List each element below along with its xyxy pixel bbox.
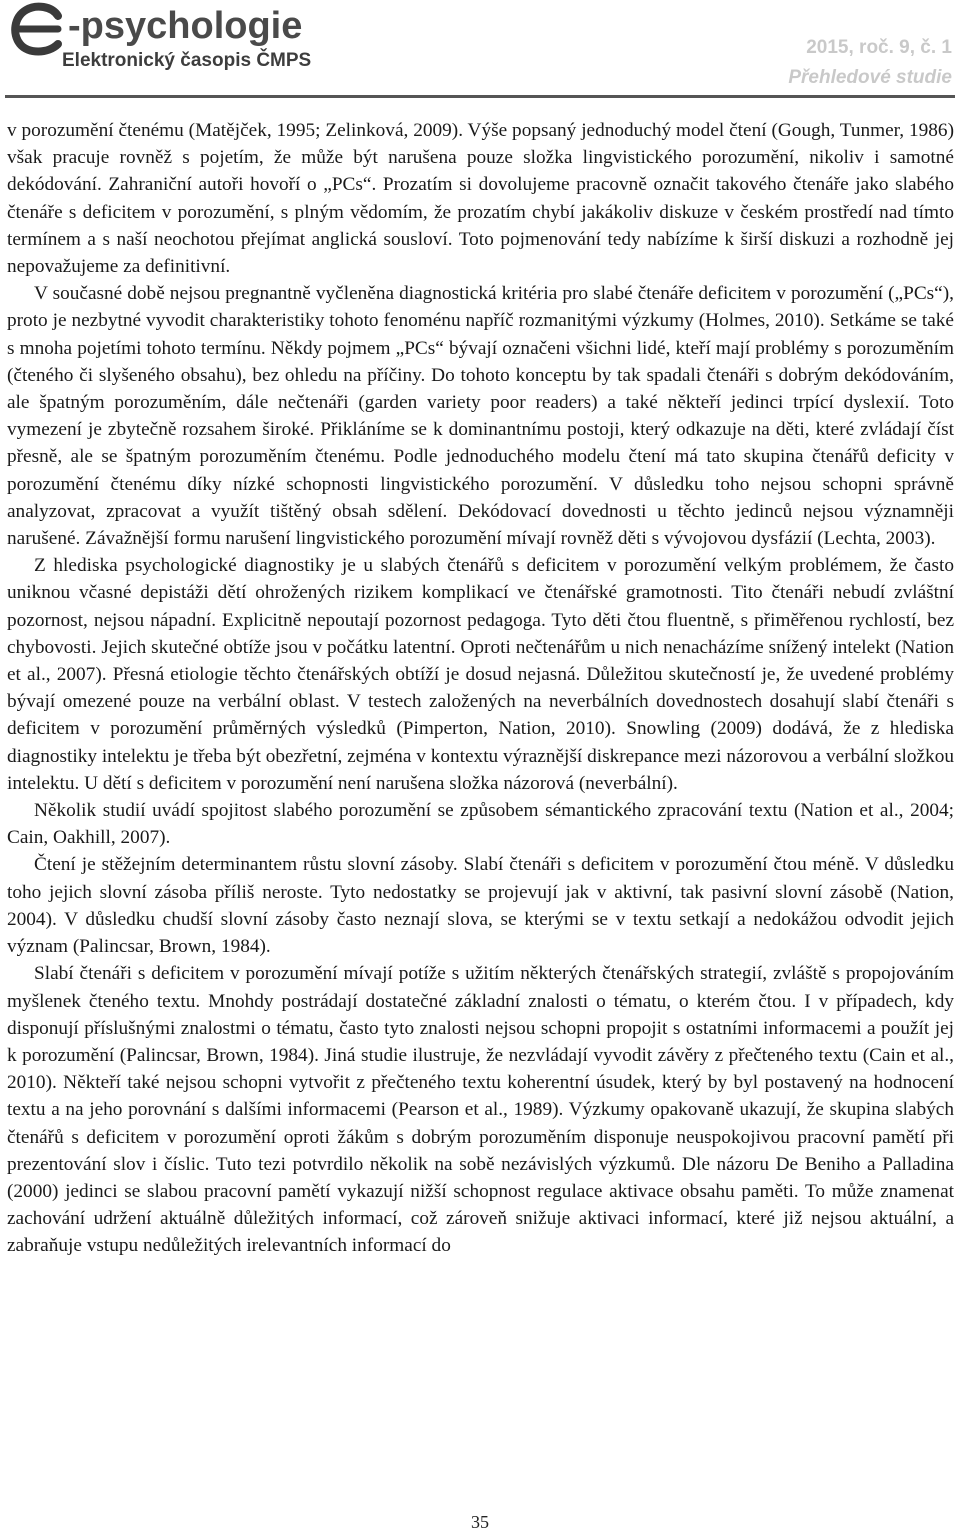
page-number: 35: [471, 1512, 489, 1532]
header-divider: [5, 95, 955, 98]
paragraph: V současné době nejsou pregnantně vyčleněna diagnostická kritéria pro slabé čtenáře deficitem v porozumění („PCs“), proto je nezbytné vyvodit charakteristiky tohoto fenoménu napříč rozmanitými výzkumy (Holmes, 2010). Setkáme se také s mnoha pojetími tohoto termínu. Někdy pojmem „PCs“ bývají označeni všichni lidé, kteří mají problémy s porozuměním (čteného či slyšeného obsahu), bez ohledu na příčiny. Do tohoto konceptu by tak spadali čtenáři s dobrým dekódováním, ale špatným porozuměním, dále nečtenáři (garden variety poor readers) a také někteří jedinci trpící dyslexií. Toto vymezení je zbytečně rozsahem široké. Přikláníme se k dominantnímu postoji, který odkazuje na děti, které zvládají číst přesně, ale se špatným porozuměním čtenému. Podle jednoduchého modelu čtení má tato skupina čtenářů deficity v porozumění čtenému díky nízké schopnosti lingvistického porozumění. V důsledku toho nejsou schopni správně analyzovat, zpracovat a využít tištěný obsah sdělení. Dekódovací dovednosti u těchto jedinců nejsou významněji narušené. Závažnější formu narušení lingvistického porozumění mívají rovněž děti s vývojovou dysfázií (Lechta, 2003).: [7, 283, 954, 550]
e-logo-icon: [6, 2, 70, 58]
paragraph: Slabí čtenáři s deficitem v porozumění mívají potíže s užitím některých čtenářských strategií, zvláště s propojováním myšlenek čteného textu. Mnohdy postrádají dostatečné základní znalosti o tématu, o kterém čtou. I v případech, kdy disponují příslušnými znalostmi o tématu, často tyto znalosti nejsou schopni propojit s ostatními informacemi a použít jej k porozumění (Palincsar, Brown, 1984). Jiná studie ilustruje, že nezvládají vyvodit závěry z přečteného textu (Cain et al., 2010). Někteří také nejsou schopni vytvořit z přečteného textu koherentní úsudek, který by byl postavený na hodnocení textu a na jeho porovnání s dalšími informacemi (Pearson et al., 1989). Výzkumy opakovaně ukazují, že skupina slabých čtenářů s deficitem v porozumění oproti žákům s dobrým porozuměním disponuje neuspokojivou pracovní pamětí při prezentování slov i číslic. Tuto tezi potvrdilo několik na sobě nezávislých výzkumů. Dle názoru De Beniho a Palladina (2000) jedinci se slabou pracovní pamětí vykazují nižší schopnost regulace aktivace obsahu paměti. To může znamenat zachování udržení aktuálně důležitých informací, což zároveň snižuje aktivaci informací, které již nejsou aktuální, a zabraňuje vstupu nedůležitých irelevantních informací do: [7, 963, 954, 1257]
paragraph: Z hlediska psychologické diagnostiky je u slabých čtenářů s deficitem v porozumění velkým problémem, že často uniknou včasné depistáži dětí ohrožených rizikem komplikací ve čtenářské gramotnosti. Tito čtenáři nebudí zvláštní pozornost, nejsou nápadní. Explicitně nepoutají pozornost pedagoga. Tyto děti čtou fluentně, s přiměřenou rychlostí, bez chybovosti. Jejich skutečné obtíže jsou v počátku latentní. Oproti nečtenářům u nich nenacházíme snížený intelekt (Nation et al., 2007). Přesná etiologie těchto čtenářských obtíží je dosud nejasná. Důležitou skutečností je, že uvedené problémy bývají omezené pouze na verbální oblast. V testech založených na neverbálních dovednostech dosahují slabí čtenáři s deficitem v porozumění průměrných výsledků (Pimperton, Nation, 2010). Snowling (2009) dodává, že z hlediska diagnostiky intelektu je třeba být obezřetní, zejména v kontextu výraznější diskrepance mezi názorovou a verbální složkou intelektu. U dětí s deficitem v porozumění není narušena složka názorová (neverbální).: [7, 555, 954, 794]
journal-logo: [6, 2, 366, 78]
paragraph: Čtení je stěžejním determinantem růstu slovní zásoby. Slabí čtenáři s deficitem v porozumění čtou méně. V důsledku toho jejich slovní zásoba příliš neroste. Tyto nedostatky se projevují jak v aktivní, tak pasivní slovní zásobě (Nation, 2004). V důsledku chudší slovní zásoby často neznají slova, se kterými se v textu setkají a nedokážou odvodit jejich význam (Palincsar, Brown, 1984).: [7, 854, 954, 958]
section-label: Přehledové studie: [788, 67, 952, 88]
logo-subtitle: Elektronický časopis ČMPS: [62, 50, 312, 71]
logo-title: -psychologie: [68, 5, 303, 47]
paragraph: Několik studií uvádí spojitost slabého porozumění se způsobem sémantického zpracování textu (Nation et al., 2004; Cain, Oakhill, 2007).: [7, 800, 954, 849]
page-header: [0, 0, 960, 100]
paragraph: v porozumění čtenému (Matějček, 1995; Zelinková, 2009). Výše popsaný jednoduchý model čtení (Gough, Tunmer, 1986) však pracuje rovněž s pojetím, že může být narušena pouze složka lingvistického porozumění, nikoliv i samotné dekódování. Zahraniční autoři hovoří o „PCs“. Prozatím si dovolujeme pracovně označit takového čtenáře jako slabého čtenáře s deficitem v porozumění, s plným vědomím, že prozatím chybí jakákoliv diskuze v českém prostředí nad tímto termínem a s naší neochotou přejímat anglická sousloví. Toto pojmenování tedy nabízíme k širší diskuzi a rozhodně jej nepovažujeme za definitivní.: [7, 120, 954, 278]
article-body: [7, 117, 954, 1260]
issue-info: 2015, roč. 9, č. 1: [806, 37, 952, 58]
